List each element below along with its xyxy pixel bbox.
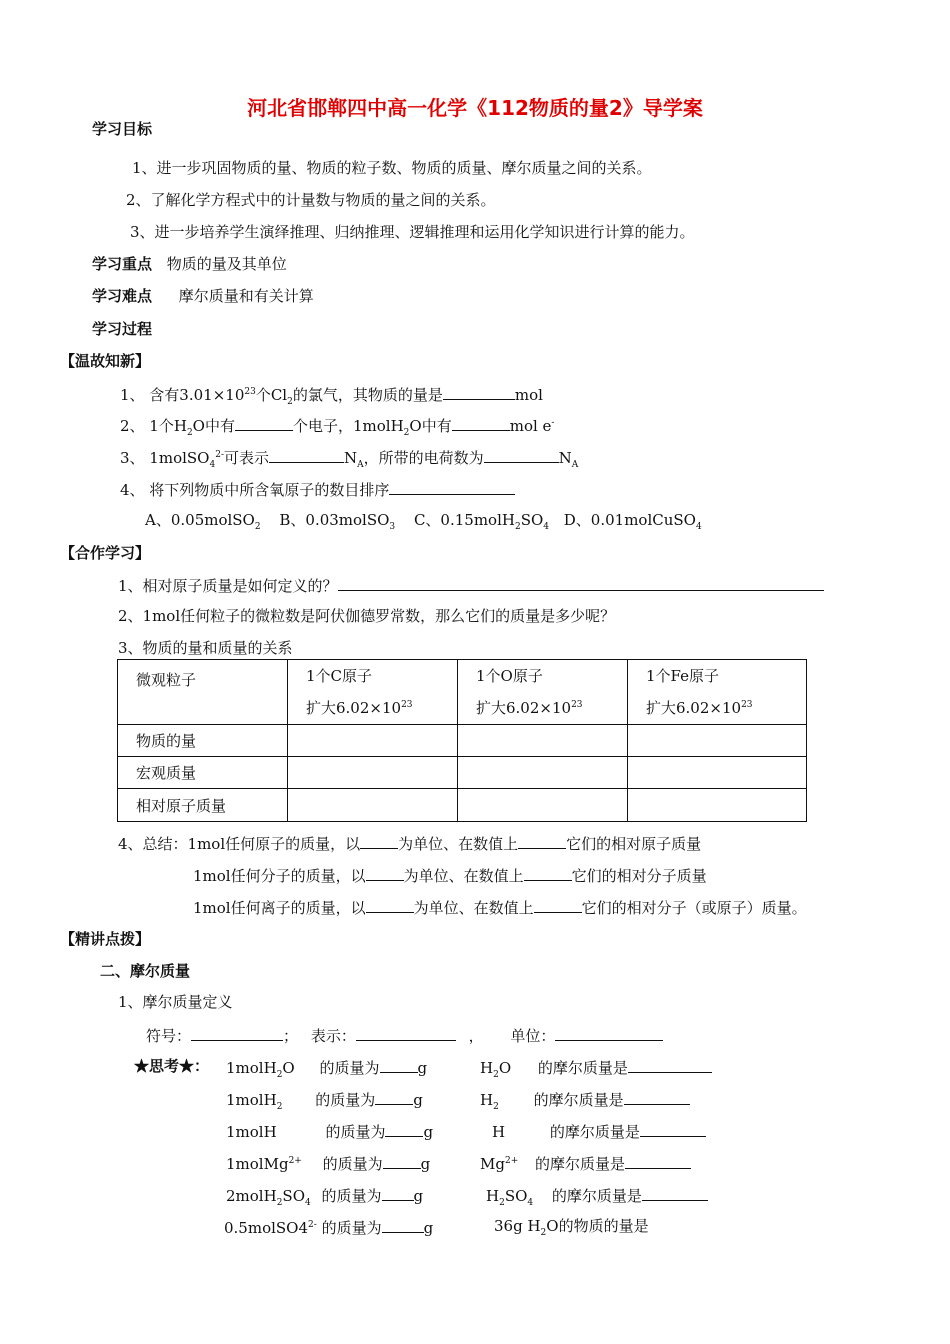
summary-3b: 为单位、在数值上 xyxy=(413,899,534,917)
coop-q3: 3、物质的量和质量的关系 xyxy=(118,639,293,657)
coop-heading: 【合作学习】 xyxy=(60,544,151,562)
option-c: C、0.15molH xyxy=(413,511,515,529)
q1-blank[interactable] xyxy=(443,383,515,400)
q1-sub: 2 xyxy=(287,397,293,407)
r4-sup: 2+ xyxy=(288,1156,302,1166)
table-cell[interactable] xyxy=(628,757,807,789)
molar-mass-definition: 1、摩尔质量定义 xyxy=(118,993,233,1011)
review-q2 xyxy=(120,414,554,436)
option-c-mid: SO xyxy=(520,511,544,529)
r5-right-sub2: 4 xyxy=(527,1198,534,1208)
q2-text-c: 个电子，1molH xyxy=(292,417,404,435)
summary-2c: 它们的相对分子质量 xyxy=(571,867,707,885)
q2-blank-1[interactable] xyxy=(235,414,293,431)
objective-1: 1、进一步巩固物质的量、物质的粒子数、物质的质量、摩尔质量之间的关系。 xyxy=(132,159,652,177)
table-row xyxy=(118,757,807,789)
think-row-6-right xyxy=(494,1216,649,1236)
header-cell-c xyxy=(288,660,458,725)
objectives-heading: 学习目标 xyxy=(92,120,153,138)
review-heading: 【温故知新】 xyxy=(60,352,151,370)
header-cell-particle: 微观粒子 xyxy=(118,660,288,725)
summary-1-blank-1[interactable] xyxy=(360,832,398,849)
summary-line-3 xyxy=(193,896,807,918)
think-row-3-right xyxy=(492,1120,706,1142)
option-a: A、0.05molSO xyxy=(145,511,255,529)
think-row-5-right xyxy=(486,1184,708,1206)
r4-mass-text: 的质量为 xyxy=(322,1155,383,1173)
summary-1a: 4、总结：1mol任何原子的质量，以 xyxy=(118,835,361,853)
explain-heading: 【精讲点拨】 xyxy=(60,930,151,948)
option-c-sub2: 4 xyxy=(543,522,549,532)
r5-mass-blank[interactable] xyxy=(382,1184,414,1201)
r2-right-formula: H xyxy=(480,1091,494,1109)
q1-sup: 23 xyxy=(244,387,256,397)
r4-mass-blank[interactable] xyxy=(383,1152,421,1169)
coop-q1-text: 1、相对原子质量是如何定义的？ xyxy=(118,577,338,595)
row-label-relative-mass: 相对原子质量 xyxy=(118,789,288,822)
represent-label: 表示： xyxy=(310,1027,356,1045)
row-label-amount: 物质的量 xyxy=(118,725,288,757)
r5-molar-blank[interactable] xyxy=(642,1184,708,1201)
option-c-sub1: 2 xyxy=(514,522,521,532)
focus-text: 物质的量及其单位 xyxy=(166,255,287,273)
expand-sup: 23 xyxy=(741,700,753,710)
expand-text: 扩大6.02×10 xyxy=(646,699,742,717)
table-cell[interactable] xyxy=(458,789,628,822)
r5-formula: 2molH xyxy=(226,1187,277,1205)
header-fe-expand xyxy=(646,692,806,724)
q3-na-2-sub: A xyxy=(571,460,579,470)
think-row-4-left xyxy=(226,1152,430,1174)
semicolon: ； xyxy=(283,1027,299,1045)
definition-fields xyxy=(146,1024,663,1046)
r6-sup: 2- xyxy=(308,1220,317,1230)
r2-right-sub: 2 xyxy=(493,1102,499,1112)
difficulty-line xyxy=(92,286,314,306)
option-d: D、0.01molCuSO xyxy=(563,511,696,529)
header-c-expand xyxy=(306,692,457,724)
header-o-expand xyxy=(476,692,627,724)
symbol-label: 符号： xyxy=(146,1027,192,1045)
q2-sup: - xyxy=(551,418,555,428)
r5-molar-text: 的摩尔质量是 xyxy=(551,1187,642,1205)
q2-text-a: 2、 1个H xyxy=(120,417,187,435)
q2-blank-2[interactable] xyxy=(452,414,510,431)
summary-line-1 xyxy=(118,832,701,854)
expand-text: 扩大6.02×10 xyxy=(306,699,402,717)
r1-mass-blank[interactable] xyxy=(380,1056,418,1073)
think-row-6-left xyxy=(224,1216,433,1238)
r3-molar-blank[interactable] xyxy=(640,1120,706,1137)
difficulty-text: 摩尔质量和有关计算 xyxy=(178,287,314,305)
r3-mass-text: 的质量为 xyxy=(325,1123,386,1141)
r3-mass-blank[interactable] xyxy=(385,1120,423,1137)
q3-na-2: N xyxy=(558,449,572,467)
think-row-2-left xyxy=(226,1088,423,1110)
q3-blank-2[interactable] xyxy=(484,446,559,463)
symbol-blank[interactable] xyxy=(191,1024,283,1041)
think-row-3-left xyxy=(226,1120,433,1142)
summary-1-blank-2[interactable] xyxy=(518,832,566,849)
think-row-5-left xyxy=(226,1184,423,1206)
table-cell[interactable] xyxy=(288,757,458,789)
coop-q2: 2、1mol任何粒子的微粒数是阿伏伽德罗常数，那么它们的质量是多少呢？ xyxy=(118,607,616,625)
q4-text: 4、 将下列物质中所含氧原子的数目排序 xyxy=(120,481,390,499)
r3-molar-text: 的摩尔质量是 xyxy=(549,1123,640,1141)
q3-na-1-sub: A xyxy=(357,460,364,470)
r4-right-sup: 2+ xyxy=(504,1156,519,1166)
molar-mass-heading: 二、摩尔质量 xyxy=(100,962,191,980)
header-fe-label: 1个Fe原子 xyxy=(646,667,720,685)
table-cell[interactable] xyxy=(288,725,458,757)
header-cell-fe xyxy=(628,660,807,725)
summary-3a: 1mol任何离子的质量，以 xyxy=(193,899,366,917)
review-q4-options xyxy=(145,510,702,530)
q3-text-c: ，所带的电荷数为 xyxy=(363,449,484,467)
summary-3-blank-1[interactable] xyxy=(366,896,414,913)
r5-right-formula: H xyxy=(486,1187,500,1205)
table-cell[interactable] xyxy=(288,789,458,822)
expand-sup: 23 xyxy=(401,700,413,710)
objective-3: 3、进一步培养学生演绎推理、归纳推理、逻辑推理和运用化学知识进行计算的能力。 xyxy=(130,223,695,241)
r1-molar-blank[interactable] xyxy=(628,1056,712,1073)
summary-line-2 xyxy=(193,864,707,886)
option-b-sub: 3 xyxy=(389,522,396,532)
r4-right-formula: Mg xyxy=(480,1155,505,1173)
unit-label: 单位： xyxy=(510,1027,556,1045)
r1-molar-text: 的摩尔质量是 xyxy=(537,1059,628,1077)
r2-mass-text: 的质量为 xyxy=(315,1091,376,1109)
summary-1b: 为单位、在数值上 xyxy=(398,835,519,853)
r6-g: g xyxy=(423,1219,434,1237)
r2-molar-text: 的摩尔质量是 xyxy=(533,1091,624,1109)
r5-right-sub: 2 xyxy=(499,1198,505,1208)
q2-text-e: mol e xyxy=(509,417,552,435)
r2-g: g xyxy=(413,1091,423,1109)
r1-formula-b: O xyxy=(282,1059,295,1077)
q1-text-c: 的氯气，其物质的量是 xyxy=(292,386,443,404)
summary-3c: 它们的相对分子（或原子）质量。 xyxy=(581,899,807,917)
focus-line xyxy=(92,254,287,274)
r1-formula: 1molH xyxy=(226,1059,277,1077)
r6-right-text: O的物质的量是 xyxy=(546,1217,649,1235)
q2-text-d: O中有 xyxy=(409,417,452,435)
process-heading: 学习过程 xyxy=(92,320,153,338)
table-cell[interactable] xyxy=(628,725,807,757)
table-header-row xyxy=(118,660,807,725)
r5-g: g xyxy=(413,1187,424,1205)
summary-2-blank-2[interactable] xyxy=(524,864,572,881)
q3-na-1: N xyxy=(344,449,358,467)
r6-formula: 0.5molSO4 xyxy=(224,1219,309,1237)
summary-3-blank-2[interactable] xyxy=(534,896,582,913)
think-row-2-right xyxy=(480,1088,690,1110)
r1-g: g xyxy=(417,1059,428,1077)
q1-text-a: 1、 含有3.01×10 xyxy=(120,386,245,404)
q3-text-a: 3、 1molSO xyxy=(120,449,210,467)
review-q4 xyxy=(120,478,515,500)
think-row-1-left xyxy=(226,1056,427,1078)
r5-sub2: 4 xyxy=(305,1198,311,1208)
r4-molar-blank[interactable] xyxy=(625,1152,691,1169)
summary-2a: 1mol任何分子的质量，以 xyxy=(193,867,366,885)
r2-formula: 1molH xyxy=(226,1091,277,1109)
option-d-sub: 4 xyxy=(695,522,702,532)
represent-blank[interactable] xyxy=(356,1024,456,1041)
think-label: ★思考★： xyxy=(134,1057,210,1075)
coop-q1 xyxy=(118,574,824,596)
summary-2b: 为单位、在数值上 xyxy=(403,867,524,885)
review-q3 xyxy=(120,446,578,468)
r6-right-formula: 36g H xyxy=(494,1217,541,1235)
unit-blank[interactable] xyxy=(555,1024,663,1041)
r4-formula: 1molMg xyxy=(226,1155,289,1173)
r5-right-formula-b: SO xyxy=(504,1187,528,1205)
r1-right-formula: H xyxy=(480,1059,494,1077)
r5-formula-b: SO xyxy=(282,1187,305,1205)
q3-blank-1[interactable] xyxy=(269,446,344,463)
r1-right-formula-b: O xyxy=(498,1059,512,1077)
table-row xyxy=(118,725,807,757)
r1-sub: 2 xyxy=(276,1070,283,1080)
q3-sub: 4 xyxy=(209,460,216,470)
think-row-4-right xyxy=(480,1152,691,1174)
summary-2-blank-1[interactable] xyxy=(366,864,404,881)
q4-blank[interactable] xyxy=(389,478,515,495)
r2-mass-blank[interactable] xyxy=(375,1088,413,1105)
expand-sup: 23 xyxy=(571,700,583,710)
r1-right-sub: 2 xyxy=(493,1070,499,1080)
table-cell[interactable] xyxy=(628,789,807,822)
r3-formula: 1molH xyxy=(226,1123,277,1141)
think-row-1-right xyxy=(480,1056,712,1078)
objective-2: 2、了解化学方程式中的计量数与物质的量之间的关系。 xyxy=(126,191,496,209)
r6-mass-text: 的质量为 xyxy=(321,1219,382,1237)
q1-unit: mol xyxy=(514,386,543,404)
summary-1c: 它们的相对原子质量 xyxy=(566,835,702,853)
q2-sub1: 2 xyxy=(186,428,193,438)
r4-g: g xyxy=(420,1155,431,1173)
header-cell-o xyxy=(458,660,628,725)
r5-sub: 2 xyxy=(276,1198,283,1208)
option-a-sub: 2 xyxy=(254,522,261,532)
q3-sup: 2- xyxy=(215,450,224,460)
review-q1 xyxy=(120,383,543,405)
row-label-macro-mass: 宏观质量 xyxy=(118,757,288,789)
mass-relation-table xyxy=(117,659,807,822)
r5-mass-text: 的质量为 xyxy=(321,1187,382,1205)
r6-right-sub: 2 xyxy=(540,1228,547,1238)
table-cell[interactable] xyxy=(458,725,628,757)
q3-text-b: 可表示 xyxy=(224,449,270,467)
table-cell[interactable] xyxy=(458,757,628,789)
q2-text-b: O中有 xyxy=(192,417,235,435)
r3-right-formula: H xyxy=(492,1123,506,1141)
comma: ， xyxy=(468,1027,484,1045)
coop-q1-blank[interactable] xyxy=(338,574,824,591)
document-title: 河北省邯郸四中高一化学《112物质的量2》导学案 xyxy=(247,96,703,120)
r1-mass-text: 的质量为 xyxy=(319,1059,380,1077)
header-c-label: 1个C原子 xyxy=(306,667,373,685)
r3-g: g xyxy=(423,1123,434,1141)
q1-text-b: 个Cl xyxy=(255,386,288,404)
r2-molar-blank[interactable] xyxy=(624,1088,690,1105)
r2-sub: 2 xyxy=(276,1102,283,1112)
header-o-label: 1个O原子 xyxy=(476,667,543,685)
difficulty-label: 学习难点 xyxy=(92,287,153,305)
option-b: B、0.03molSO xyxy=(279,511,390,529)
r6-mass-blank[interactable] xyxy=(382,1216,424,1233)
focus-label: 学习重点 xyxy=(92,255,153,273)
expand-text: 扩大6.02×10 xyxy=(476,699,572,717)
q2-sub2: 2 xyxy=(403,428,410,438)
r4-molar-text: 的摩尔质量是 xyxy=(535,1155,626,1173)
table-row xyxy=(118,789,807,822)
